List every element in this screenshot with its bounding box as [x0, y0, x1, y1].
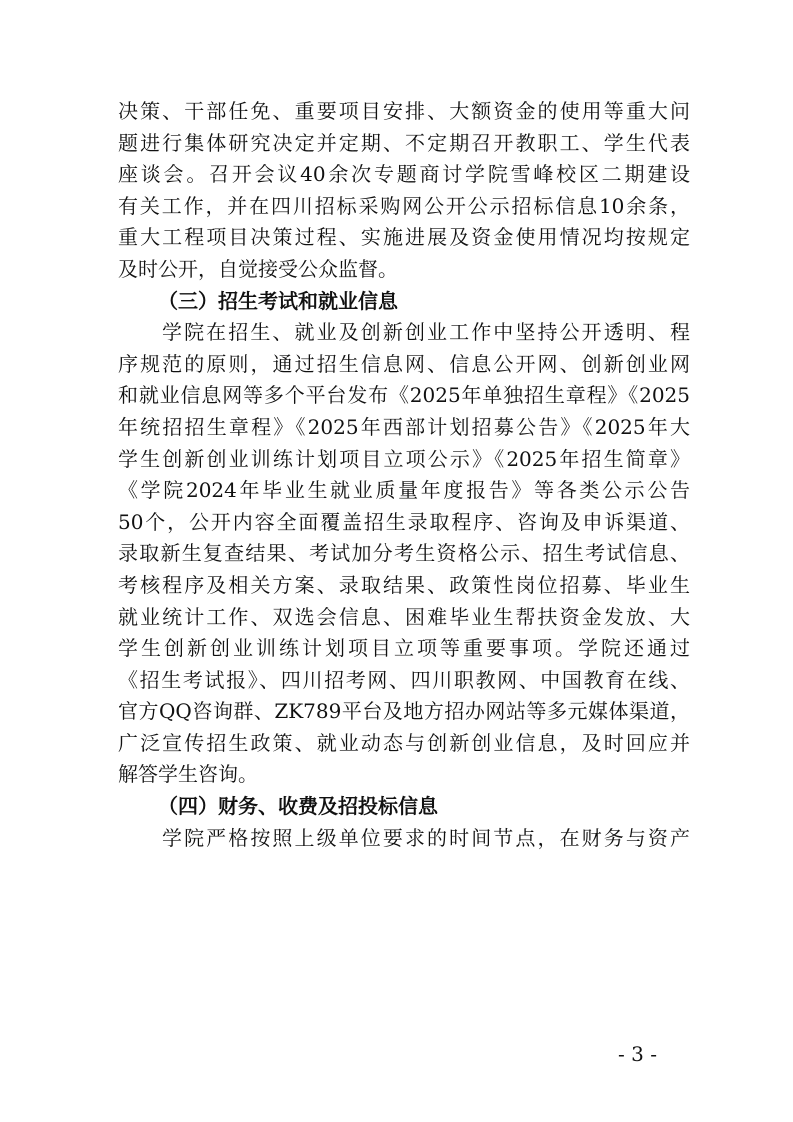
- text-line: 学院严格按照上级单位要求的时间节点，在财务与资产: [162, 825, 690, 850]
- text-line: 解答学生咨询。: [118, 762, 258, 787]
- text-line: 有关工作，并在四川招标采购网公开公示招标信息10余条，: [118, 193, 690, 218]
- page-number: - 3 -: [618, 1042, 657, 1066]
- text-line: 50个，公开内容全面覆盖招生录取程序、咨询及申诉渠道、: [118, 509, 690, 534]
- text-line: 学院在招生、就业及创新创业工作中坚持公开透明、程: [162, 320, 690, 345]
- text-line: 座谈会。召开会议40余次专题商讨学院雪峰校区二期建设: [118, 162, 690, 187]
- document-body: [118, 96, 690, 854]
- text-line: 就业统计工作、双选会信息、困难毕业生帮扶资金发放、大: [118, 604, 690, 629]
- text-line: 《学院2024年毕业生就业质量年度报告》等各类公示公告: [118, 478, 690, 503]
- text-line: 年统招招生章程》《2025年西部计划招募公告》《2025年大: [118, 414, 690, 439]
- text-line: 决策、干部任免、重要项目安排、大额资金的使用等重大问: [118, 99, 690, 123]
- text-line: 题进行集体研究决定并定期、不定期召开教职工、学生代表: [118, 130, 690, 155]
- text-line: 序规范的原则，通过招生信息网、信息公开网、创新创业网: [118, 351, 690, 376]
- text-line: 录取新生复查结果、考试加分考生资格公示、招生考试信息、: [118, 541, 690, 566]
- text-line: 官方QQ咨询群、ZK789平台及地方招办网站等多元媒体渠道，: [118, 699, 690, 724]
- paragraph-finance: [118, 823, 690, 855]
- text-line: 广泛宣传招生政策、就业动态与创新创业信息，及时回应并: [118, 730, 690, 755]
- section-heading-admissions: （三）招生考试和就业信息: [158, 288, 398, 313]
- text-line: 《招生考试报》、四川招考网、四川职教网、中国教育在线、: [118, 667, 690, 692]
- text-line: 学生创新创业训练计划项目立项公示》《2025年招生简章》: [118, 446, 690, 471]
- section-heading-finance: （四）财务、收费及招投标信息: [158, 794, 438, 819]
- paragraph-decision-making: [118, 96, 690, 286]
- paragraph-admissions: [118, 317, 690, 791]
- text-line: 重大工程项目决策过程、实施进展及资金使用情况均按规定: [118, 225, 690, 250]
- text-line: 和就业信息网等多个平台发布《2025年单独招生章程》《2025: [118, 383, 690, 408]
- text-line: 考核程序及相关方案、录取结果、政策性岗位招募、毕业生: [118, 572, 690, 597]
- text-line: 学生创新创业训练计划项目立项等重要事项。学院还通过: [118, 636, 690, 661]
- text-line: 及时公开，自觉接受公众监督。: [118, 256, 398, 281]
